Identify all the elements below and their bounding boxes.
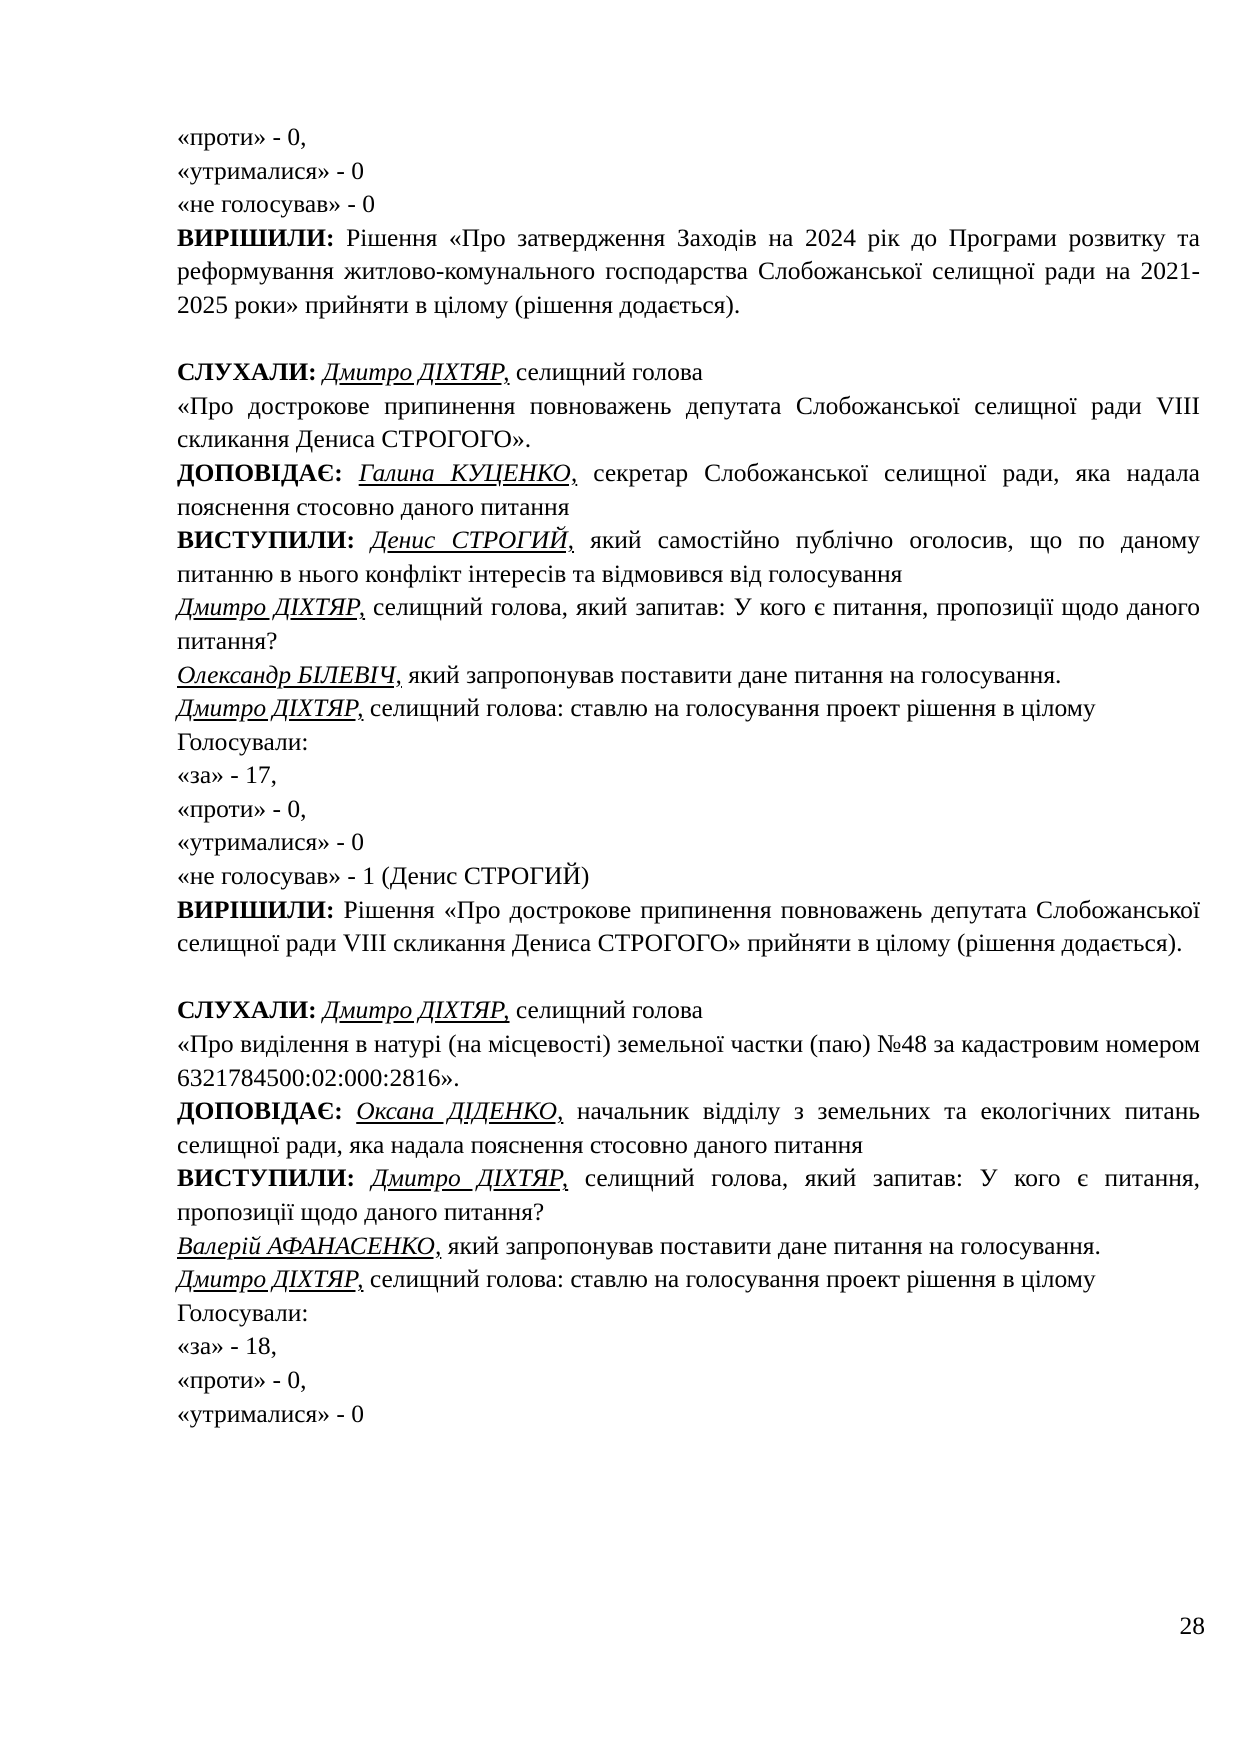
speaker-text: селищний голова, який запитав: У кого є питання, пропозиції щодо даного питання?	[177, 592, 1200, 655]
spoke-label: ВИСТУПИЛИ:	[177, 525, 355, 555]
vote-not-voted: «не голосував» - 0	[177, 189, 375, 219]
person-name: Дмитро ДІХТЯР,	[323, 995, 510, 1025]
person-name: Дмитро ДІХТЯР,	[177, 592, 366, 622]
spoke-text: який самостійно публічно оголосив, що по даному питанню в нього конфлікт інтересів та відмовився від голосування	[177, 525, 1200, 588]
heard-role: селищний голова	[509, 995, 703, 1025]
heard-paragraph	[177, 355, 1200, 389]
speaker-paragraph	[177, 658, 1200, 692]
person-name: Дмитро ДІХТЯР,	[177, 693, 364, 723]
person-name: Денис СТРОГИЙ,	[371, 525, 575, 555]
speaker-text: який запропонував поставити дане питання на голосування.	[401, 659, 1062, 689]
person-name: Олександр БІЛЕВІЧ,	[177, 659, 402, 689]
voted-label: Голосували:	[177, 1297, 309, 1327]
spoke-paragraph	[177, 523, 1200, 590]
reports-paragraph	[177, 1094, 1200, 1161]
vote-for: «за» - 17,	[177, 760, 278, 790]
speaker-paragraph	[177, 1229, 1200, 1263]
heard-label: СЛУХАЛИ:	[177, 995, 317, 1025]
person-name: Галина КУЦЕНКО,	[358, 457, 578, 487]
reports-text: начальник відділу з земельних та екологічних питань селищної ради, яка надала пояснення стосовно даного питання	[177, 1096, 1200, 1159]
paragraph-gap	[177, 960, 1200, 994]
speaker-paragraph	[177, 691, 1200, 725]
speaker-text: який запропонував поставити дане питання на голосування.	[441, 1230, 1101, 1260]
decided-label: ВИРІШИЛИ:	[177, 894, 335, 924]
paragraph-gap	[177, 322, 1200, 356]
speaker-paragraph	[177, 1262, 1200, 1296]
reports-label: ДОПОВІДАЄ:	[177, 1096, 343, 1126]
vote-for: «за» - 18,	[177, 1331, 278, 1361]
vote-against: «проти» - 0,	[177, 122, 307, 151]
spoke-text: селищний голова, який запитав: У кого є питання, пропозиції щодо даного питання?	[177, 1163, 1201, 1226]
vote-abstain: «утрималися» - 0	[177, 1398, 365, 1428]
decision-paragraph	[177, 221, 1200, 322]
page-content	[177, 120, 1200, 1430]
person-name: Дмитро ДІХТЯР,	[371, 1163, 569, 1193]
vote-against: «проти» - 0,	[177, 793, 307, 823]
speaker-paragraph	[177, 590, 1200, 657]
page-number: 28	[1179, 1611, 1205, 1640]
agenda-topic: «Про виділення в натурі (на місцевості) земельної частки (паю) №48 за кадастровим номером 6321784500:02:000:2816».	[177, 1029, 1200, 1092]
vote-abstain: «утрималися» - 0	[177, 155, 365, 185]
reports-paragraph	[177, 456, 1200, 523]
vote-against: «проти» - 0,	[177, 1364, 307, 1394]
decided-text: Рішення «Про затвердження Заходів на 2024 рік до Програми розвитку та реформування житлово-комунального господарства Слобожанської селищної ради на 2021-2025 роки» прийняти в цілому (рішення додається).	[177, 222, 1200, 319]
decision-paragraph	[177, 893, 1200, 960]
speaker-text: селищний голова: ставлю на голосування проект рішення в цілому	[363, 1264, 1096, 1294]
agenda-topic: «Про дострокове припинення повноважень депутата Слобожанської селищної ради VIII скликання Дениса СТРОГОГО».	[177, 390, 1200, 454]
speaker-text: селищний голова: ставлю на голосування проект рішення в цілому	[363, 693, 1096, 723]
heard-role: селищний голова	[509, 357, 703, 387]
person-name: Дмитро ДІХТЯР,	[323, 357, 510, 387]
spoke-label: ВИСТУПИЛИ:	[177, 1163, 355, 1193]
heard-paragraph	[177, 993, 1200, 1027]
spoke-paragraph	[177, 1161, 1200, 1228]
reports-text: секретар Слобожанської селищної ради, яка надала пояснення стосовно даного питання	[177, 457, 1200, 521]
reports-label: ДОПОВІДАЄ:	[177, 457, 343, 487]
person-name: Дмитро ДІХТЯР,	[177, 1264, 364, 1294]
heard-label: СЛУХАЛИ:	[177, 357, 317, 387]
person-name: Валерій АФАНАСЕНКО,	[177, 1230, 442, 1260]
decided-text: Рішення «Про дострокове припинення повноважень депутата Слобожанської селищної ради VIII скликання Дениса СТРОГОГО» прийняти в цілому (рішення додається).	[177, 894, 1200, 958]
vote-abstain: «утрималися» - 0	[177, 827, 365, 857]
voted-label: Голосували:	[177, 726, 309, 756]
decided-label: ВИРІШИЛИ:	[177, 222, 335, 252]
person-name: Оксана ДІДЕНКО,	[356, 1096, 564, 1126]
vote-not-voted: «не голосував» - 1 (Денис СТРОГИЙ)	[177, 861, 590, 891]
